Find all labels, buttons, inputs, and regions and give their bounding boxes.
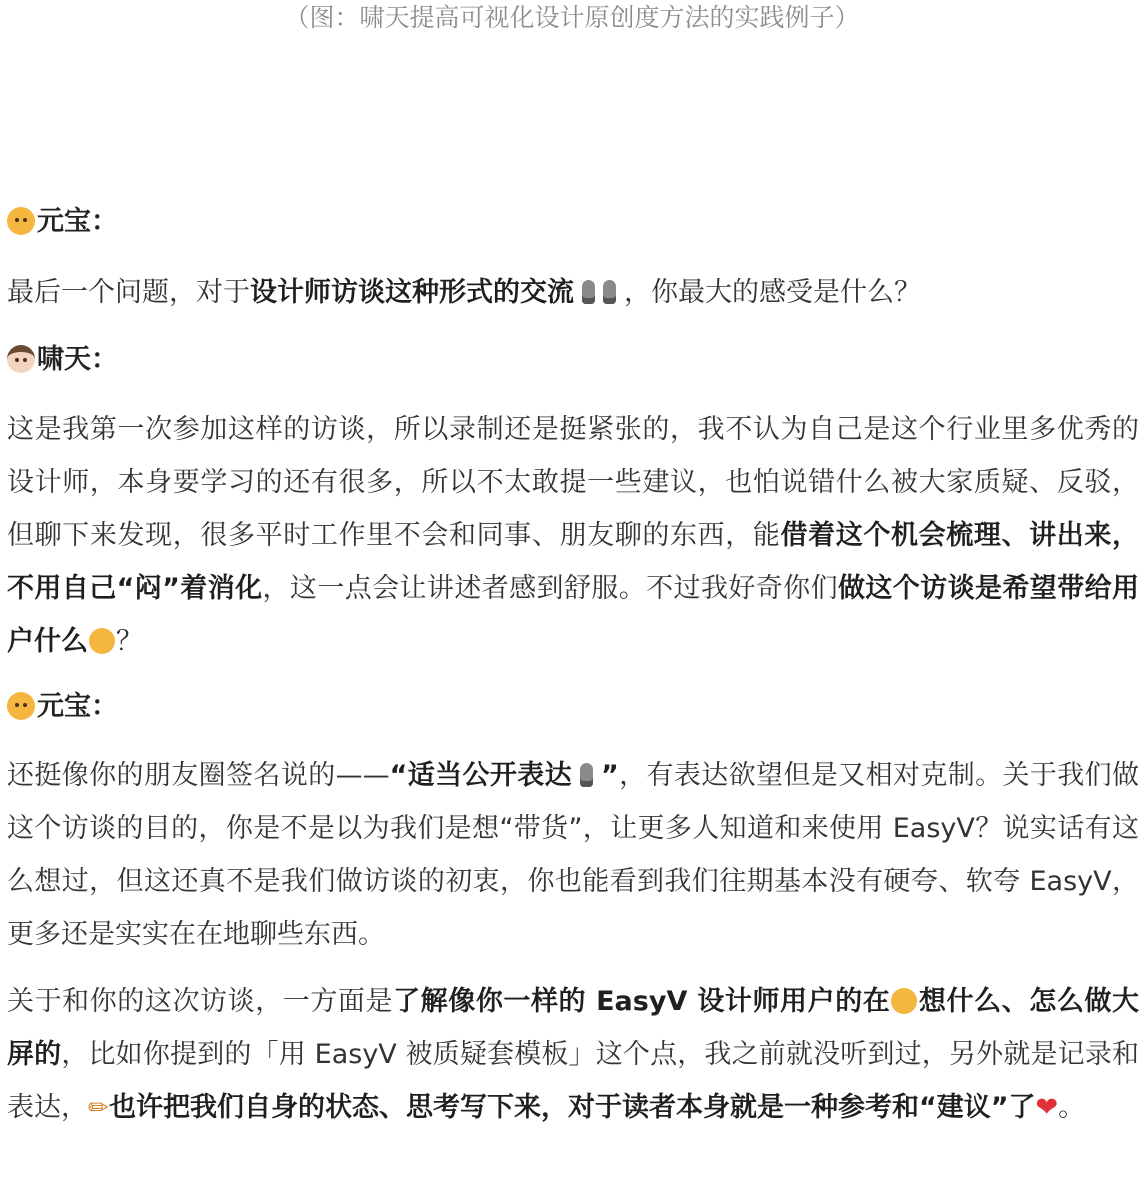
bold-text: 想什么、怎么做大屏的 xyxy=(7,986,1139,1070)
bold-text: 也许把我们自身的状态、思考写下来，对于读者本身就是一种参考和“建议”了 xyxy=(108,1092,1036,1123)
speaker-xiaotian xyxy=(7,340,118,380)
question-2 xyxy=(7,749,1139,961)
speaker-name: 啸天： xyxy=(37,344,118,375)
text: 最后一个问题，对于 xyxy=(7,277,250,308)
thinking-face-icon xyxy=(89,628,115,654)
speaker-yuanbao xyxy=(7,687,118,727)
text: 关于和你的这次访谈，一方面是 xyxy=(7,986,394,1017)
bold-text: 做这个访谈是希望带给用户什么 xyxy=(7,573,1139,657)
pencil-icon: ✏ xyxy=(88,1093,109,1122)
bold-text: ” xyxy=(601,760,619,791)
boy-face-icon xyxy=(7,345,35,373)
text: 。 xyxy=(1058,1092,1086,1123)
text: 这是我第一次参加这样的访谈，所以录制还是挺紧张的，我不认为自己是这个行业里多优秀的设计师，本身要学习的还有很多，所以不太敢提一些建议，也怕说错什么被大家质疑、反驳，但聊下来发现，很多平时工作里不会和同事、朋友聊的东西，能 xyxy=(7,414,1139,551)
text: ，有表达欲望但是又相对克制。关于我们做这个访谈的目的，你是不是以为我们是想“带货”，让更多人知道和来使用 EasyV？说实话有这么想过，但这还真不是我们做访谈的初衷，你也能看到我们往期基本没有硬夸、软夸 EasyV，更多还是实实在在地聊些东西。 xyxy=(7,760,1140,950)
answer-1 xyxy=(7,403,1139,668)
bold-text: “适当公开表达 xyxy=(389,760,573,791)
bold-text: 设计师访谈这种形式的交流 xyxy=(250,277,574,308)
text: ？ xyxy=(116,626,143,657)
speaker-name: 元宝： xyxy=(37,206,118,237)
text: ，你最大的感受是什么？ xyxy=(624,277,921,308)
old-man-face-icon xyxy=(7,692,35,720)
image-caption: （图：啸天提高可视化设计原创度方法的实践例子） xyxy=(284,3,860,32)
heart-icon: ❤ xyxy=(1035,1092,1059,1123)
microphone-icon xyxy=(580,763,593,787)
microphone-icon xyxy=(582,280,595,304)
text: ，比如你提到的「用 EasyV 被质疑套模板」这个点，我之前就没听到过，另外就是记录和表达， xyxy=(7,1039,1139,1123)
question-3 xyxy=(7,975,1139,1134)
bold-text: 借着这个机会梳理、讲出来，不用自己“闷”着消化 xyxy=(7,520,1139,604)
old-man-face-icon xyxy=(7,207,35,235)
text: 还挺像你的朋友圈签名说的—— xyxy=(7,760,390,791)
bold-text: 了解像你一样的 EasyV 设计师用户的在 xyxy=(393,986,891,1017)
microphone-icon xyxy=(603,280,616,304)
text: ，这一点会让讲述者感到舒服。不过我好奇你们 xyxy=(262,573,838,604)
speaker-name: 元宝： xyxy=(37,691,118,722)
question-1 xyxy=(7,266,1139,319)
thinking-face-icon xyxy=(891,988,917,1014)
speaker-yuanbao xyxy=(7,202,118,242)
